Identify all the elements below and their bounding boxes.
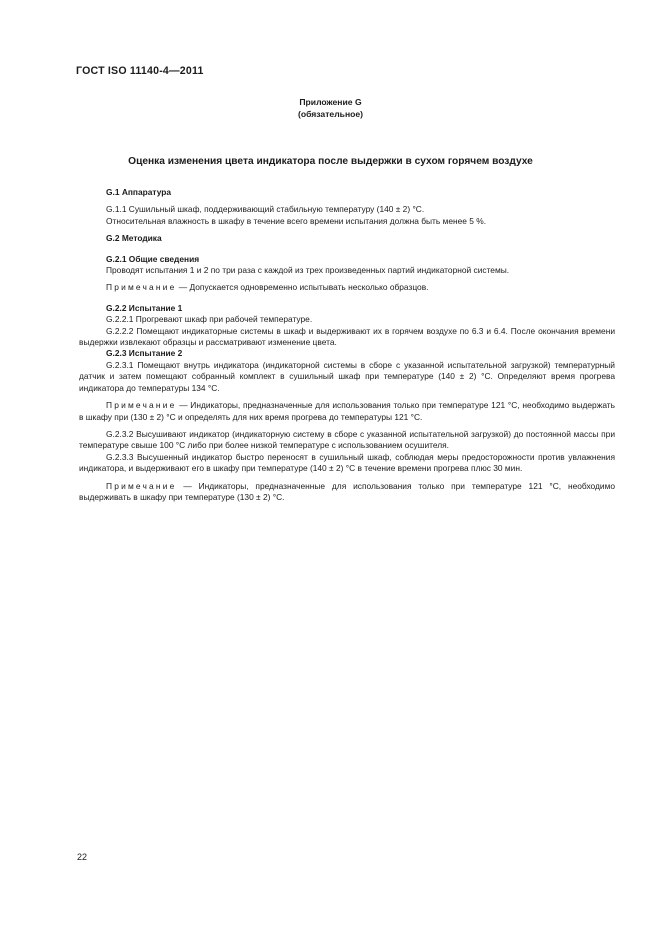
clause-g2-3-1: G.2.3.1 Помещают внутрь индикатора (индикаторной системы в сборе с указанной испытательной загрузкой) температурный датчик и затем помещают собранный комплект в сушильный шкаф при температуре (140 ± 2) °С. Определяют время прогрева индикатора до температуры 134 °С. [79,359,615,393]
clause-g2-1-text: Проводят испытания 1 и 2 по три раза с каждой из трех произведенных партий индикаторной системы. [106,265,510,276]
note-3 [79,481,615,504]
section-g2-heading: G.2 Методика [106,233,162,244]
annex-title: Приложение G [299,97,362,107]
annex-heading: Оценка изменения цвета индикатора после выдержки в сухом горячем воздухе [128,156,533,167]
clause-g2-3-2: G.2.3.2 Высушивают индикатор (индикаторную систему в сборе с указанной испытательной загрузкой) до постоянной массы при температуре свыше 100 °С либо при более низкой температуре с использованием осушителя. [79,428,615,451]
note-label: Примечание [106,400,177,411]
annex-subtitle: (обязательное) [297,109,364,119]
clause-g2-2-2: G.2.2.2 Помещают индикаторные системы в шкаф и выдерживают их в горячем воздухе по 6.3 и 6.4. После окончания времени выдержки извлекают образцы и рассматривают изменение цвета. [79,325,615,348]
clause-g1-humidity: Относительная влажность в шкафу в течение всего времени испытания должна быть менее 5 %. [106,215,487,226]
note-3-text: — Индикаторы, предназначенные для использования только при температуре 121 °С, необходимо выдерживать в шкафу при температуре (130 ± 2) °С. [79,480,615,502]
clause-g2-3-3: G.2.3.3 Высушенный индикатор быстро переносят в сушильный шкаф, соблюдая меры предосторожности против увлажнения индикатора, и выдерживают его в шкафу при температуре (140 ± 2) °С в течение времени прогрева плюс 30 мин. [79,451,615,474]
section-g2-3-heading: G.2.3 Испытание 2 [106,348,183,359]
note-2-text: — Индикаторы, предназначенные для использования только при температуре 121 °С, необходимо выдержать в шкафу при (130 ± 2) °С и определять для них время прогрева до температуры 121 °С. [79,400,615,422]
clause-g1-1: G.1.1 Сушильный шкаф, поддерживающий стабильную температуру (140 ± 2) °С. [106,204,425,215]
note-label: Примечание [106,282,177,293]
section-g2-2-heading: G.2.2 Испытание 1 [106,302,183,313]
page-number: 22 [77,852,88,862]
section-g2-1-heading: G.2.1 Общие сведения [106,253,200,264]
note-1 [79,282,615,293]
standard-header: ГОСТ ISO 11140-4—2011 [76,65,204,77]
note-label: Примечание [106,480,177,491]
section-g1-heading: G.1 Аппаратура [106,187,172,197]
clause-g2-2-1: G.2.2.1 Прогревают шкаф при рабочей температуре. [106,314,313,325]
annex-body [79,187,615,503]
note-1-text: — Допускается одновременно испытывать несколько образцов. [176,282,429,293]
note-2 [79,400,615,423]
